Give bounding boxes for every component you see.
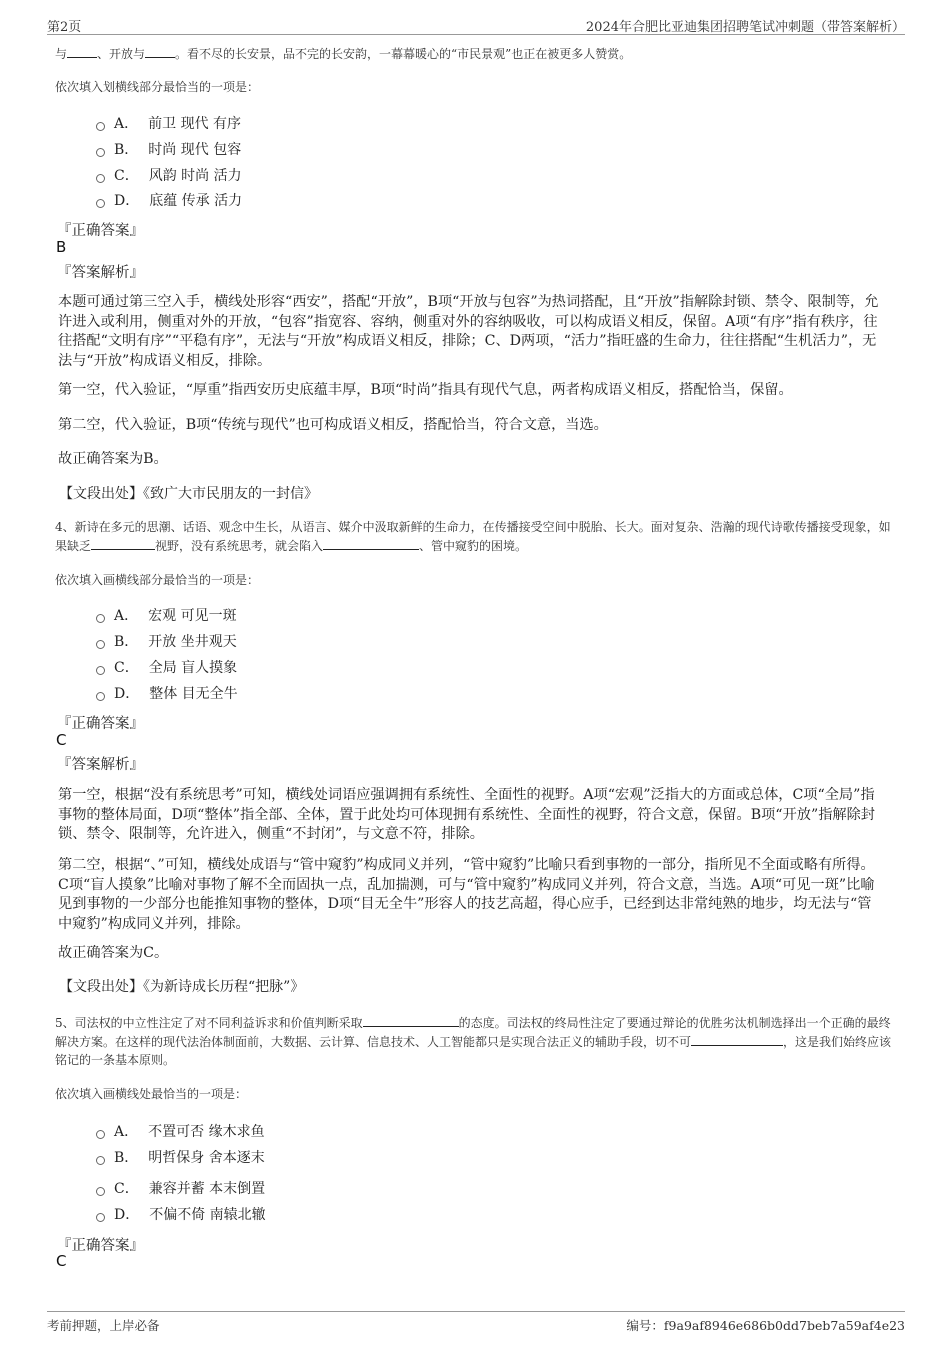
radio-icon[interactable]: [96, 1156, 105, 1165]
q3-analysis-paragraph: 本题可通过第三空入手，横线处形容“西安”，搭配“开放”，B项“开放与包容”为热词搭配，且“开放”指解除封锁、禁令、限制等，允许进入或利用，侧重对外的开放，“包容”指宽容、容纳，侧重对外的容纳吸收，可以构成语义相反，保留。A项“有序”指有秩序，往往搭配“文明有序”“平稳有序”，无法与“开放”构成语义相反，排除；C、D两项，“活力”指旺盛的生命力，往往搭配“生机活力”，无法与“开放”构成语义相反，排除。: [58, 294, 879, 369]
q3-option-b[interactable]: B． 时尚 现代 包容: [96, 140, 241, 160]
radio-icon[interactable]: [96, 692, 105, 701]
q4-option-d[interactable]: D． 整体 目无全牛: [96, 684, 238, 704]
q3-source: 【文段出处】《致广大市民朋友的一封信》: [59, 486, 318, 502]
q4-source: 【文段出处】《为新诗成长历程“把脉”》: [59, 979, 305, 995]
page-number: 第2页: [47, 20, 82, 35]
q5-option-d[interactable]: D． 不偏不倚 南辕北辙: [96, 1205, 266, 1225]
q5-stem: 5、司法权的中立性注定了对不同利益诉求和价值判断采取 的态度。司法权的终局性注定了要通过辩论的优胜劣汰机制选择出一个正确的最终解决方案。在这样的现代法治体制面前，大数据、云计算、信息技术、人工智能都只是实现合法正义的辅助手段，切不可 ，这是我们始终应该铭记的一条基本原则。: [55, 1013, 895, 1069]
q4-answer: C: [56, 731, 67, 749]
q3-option-a[interactable]: A． 前卫 现代 有序: [96, 114, 241, 134]
radio-icon[interactable]: [96, 148, 105, 157]
footer-slogan: 考前押题，上岸必备: [47, 1318, 160, 1333]
q3-prompt: 依次填入划横线部分最恰当的一项是：: [55, 80, 260, 94]
q5-prompt: 依次填入画横线处最恰当的一项是：: [55, 1087, 248, 1101]
q3-analysis-paragraph: 第一空，代入验证，“厚重”指西安历史底蕴丰厚，B项“时尚”指具有现代气息，两者构成语义相反，搭配恰当，保留。: [58, 382, 793, 398]
radio-icon[interactable]: [96, 1130, 105, 1139]
radio-icon[interactable]: [96, 174, 105, 183]
q4-analysis-label: 『答案解析』: [57, 757, 144, 773]
q4-option-b[interactable]: B． 开放 坐井观天: [96, 632, 237, 652]
radio-icon[interactable]: [96, 122, 105, 131]
document-code: 编号：f9a9af8946e686b0dd7beb7a59af4e23: [626, 1318, 905, 1333]
q3-analysis-label: 『答案解析』: [57, 265, 144, 281]
q4-analysis-paragraph: 第一空，根据“没有系统思考”可知，横线处词语应强调拥有系统性、全面性的视野。A项“宏观”泛指大的方面或总体，C项“全局”指事物的整体局面，D项“整体”指全部、全体，置于此处均可体现拥有系统性、全面性的视野，符合文意，保留。B项“开放”指解除封锁、禁令、限制等，允许进入，侧重“不封闭”，与文意不符，排除。: [58, 787, 875, 842]
page-footer: [47, 1311, 905, 1336]
q5-option-a[interactable]: A． 不置可否 缘木求鱼: [96, 1122, 265, 1142]
q4-option-c[interactable]: C． 全局 盲人摸象: [96, 658, 237, 678]
radio-icon[interactable]: [96, 1187, 105, 1196]
q4-answer-label: 『正确答案』: [57, 716, 144, 732]
q3-option-c[interactable]: C． 风韵 时尚 活力: [96, 166, 242, 186]
q5-answer: C: [56, 1252, 67, 1270]
q3-analysis-paragraph: 第二空，代入验证，B项“传统与现代”也可构成语义相反，搭配恰当，符合文意，当选。: [58, 417, 608, 433]
radio-icon[interactable]: [96, 640, 105, 649]
q5-option-b[interactable]: B． 明哲保身 舍本逐末: [96, 1148, 265, 1168]
q3-stem: 与 、开放与 。看不尽的长安景，品不完的长安韵，一幕幕暖心的“市民景观”也正在被更多人赞赏。: [55, 44, 895, 63]
q5-option-c[interactable]: C． 兼容并蓄 本末倒置: [96, 1179, 265, 1199]
page-header: [47, 12, 905, 35]
q4-analysis-conclusion: 故正确答案为C。: [58, 945, 169, 961]
q4-option-a[interactable]: A． 宏观 可见一斑: [96, 606, 237, 626]
radio-icon[interactable]: [96, 666, 105, 675]
document-title: 2024年合肥比亚迪集团招聘笔试冲刺题（带答案解析）: [585, 20, 905, 35]
radio-icon[interactable]: [96, 199, 105, 208]
q3-answer-label: 『正确答案』: [57, 223, 144, 239]
q3-analysis-conclusion: 故正确答案为B。: [58, 451, 168, 467]
radio-icon[interactable]: [96, 614, 105, 623]
q3-answer: B: [56, 238, 67, 256]
q4-analysis-paragraph: 第二空，根据“、”可知，横线处成语与“管中窥豹”构成同义并列，“管中窥豹”比喻只看到事物的一部分，指所见不全面或略有所得。C项“盲人摸象”比喻对事物了解不全而固执一点，乱加揣测，可与“管中窥豹”构成同义并列，符合文意，当选。A项“可见一斑”比喻见到事物的一少部分也能推知事物的整体，D项“目无全牛”形容人的技艺高超，得心应手，已经到达非常纯熟的地步，均无法与“管中窥豹”构成同义并列，排除。: [58, 857, 875, 932]
q4-prompt: 依次填入画横线部分最恰当的一项是：: [55, 573, 260, 587]
q4-stem: 4、新诗在多元的思潮、话语、观念中生长，从语言、媒介中汲取新鲜的生命力，在传播接受空间中脱胎、长大。面对复杂、浩瀚的现代诗歌传播接受现象，如果缺乏 视野，没有系统思考，就会陷入 、管中窥豹的困境。: [55, 520, 891, 553]
q5-answer-label: 『正确答案』: [57, 1238, 144, 1254]
q3-option-d[interactable]: D． 底蕴 传承 活力: [96, 191, 242, 211]
radio-icon[interactable]: [96, 1213, 105, 1222]
